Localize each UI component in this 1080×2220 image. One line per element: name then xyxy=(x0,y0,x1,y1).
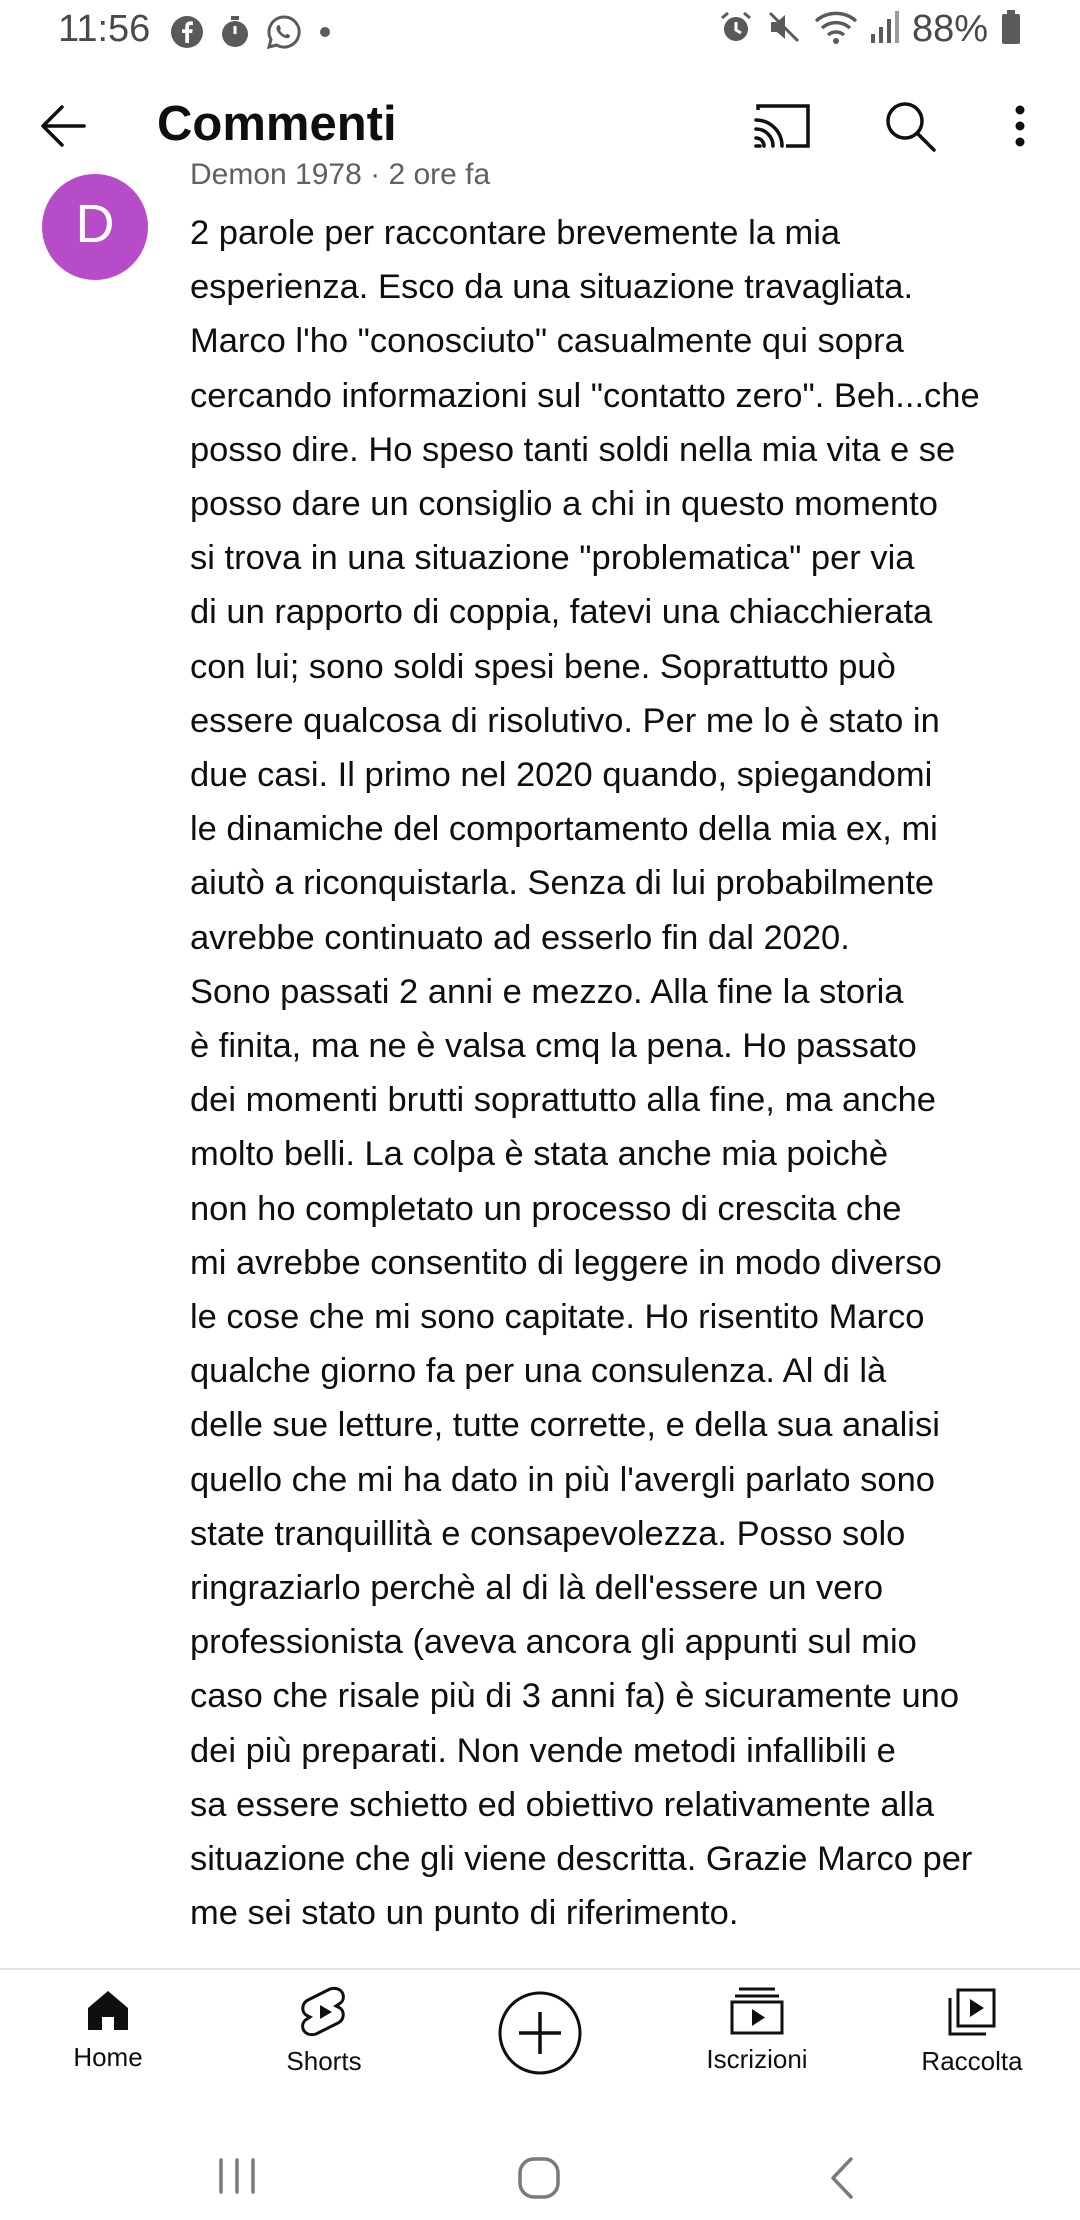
status-left-icons xyxy=(170,14,332,55)
nav-home[interactable] xyxy=(8,1986,208,2073)
subscriptions-icon xyxy=(729,1986,785,2036)
status-bar xyxy=(0,0,1080,66)
system-home-button[interactable] xyxy=(515,2156,563,2205)
recent-apps-button[interactable] xyxy=(215,2156,259,2201)
timer-icon xyxy=(220,15,250,54)
library-icon xyxy=(946,1986,998,2038)
app-header xyxy=(0,76,1080,176)
status-time: 11:56 xyxy=(58,8,151,50)
alarm-icon xyxy=(718,9,754,50)
more-options-button[interactable] xyxy=(1005,96,1035,156)
more-vertical-icon xyxy=(1005,96,1035,156)
search-button[interactable] xyxy=(880,96,940,156)
facebook-icon xyxy=(170,15,204,54)
nav-shorts[interactable] xyxy=(224,1986,424,2077)
nav-shorts-label: Shorts xyxy=(286,2046,362,2076)
whatsapp-icon xyxy=(266,14,302,55)
create-button[interactable] xyxy=(497,1990,583,2076)
mute-icon xyxy=(766,9,802,50)
recent-apps-icon xyxy=(215,2156,259,2196)
back-chevron-icon xyxy=(825,2154,859,2202)
back-button[interactable] xyxy=(36,96,112,156)
nav-library-label: Raccolta xyxy=(921,2046,1023,2076)
status-right xyxy=(718,8,1022,51)
system-navigation-bar xyxy=(0,2118,1080,2220)
comment-text: 2 parole per raccontare brevemente la mia esperienza. Esco da una situazione travagliata. Marco l'ho "conosciuto" casualmente qui sopra cercando informazioni sul "contatto zero". Beh...che posso dire. Ho speso tanti soldi nella mia vita e se posso dare un consiglio a chi in questo momento si trova in una situazione "problematica" per via di un rapporto di coppia, fatevi una chiacchierata con lui; sono soldi spesi bene. Soprattutto può essere qualcosa di risolutivo. Per me lo è stato in due casi. Il primo nel 2020 quando, spiegandomi le dinamiche del comportamento della mia ex, mi aiutò a riconquistarla. Senza di lui probabilmente avrebbe continuato ad esserlo fin dal 2020. Sono passati 2 anni e mezzo. Alla fine la storia è finita, ma ne è valsa cmq la pena. Ho passato dei momenti brutti soprattutto alla fine, ma anche molto belli. La colpa è stata anche mia poichè non ho completato un processo di crescita che mi avrebbe consentito di leggere in modo diverso le cose che mi sono capitate. Ho risentito Marco qualche giorno fa per una consulenza. Al di là delle sue letture, tutte corrette, e della sua analisi quello che mi ha dato in più l'avergli parlato sono state tranquillità e consapevolezza. Posso solo ringraziarlo perchè al di là dell'essere un vero professionista (aveva ancora gli appunti sul mio caso che risale più di 3 anni fa) è sicuramente uno dei più preparati. Non vende metodi infallibili e sa essere schietto ed obiettivo relativamente alla situazione che gli viene descritta. Grazie Marco per me sei stato un punto di riferimento. xyxy=(190,214,980,1933)
bottom-navigation xyxy=(0,1968,1080,2120)
create-icon xyxy=(497,1990,583,2076)
nav-subscriptions[interactable] xyxy=(657,1986,857,2075)
cast-button[interactable] xyxy=(750,98,814,154)
home-circle-icon xyxy=(515,2156,563,2200)
system-back-button[interactable] xyxy=(825,2154,859,2207)
comment-item xyxy=(0,158,1080,1970)
dot-icon xyxy=(318,25,332,44)
home-icon xyxy=(84,1986,132,2034)
wifi-icon xyxy=(814,9,858,50)
nav-subscriptions-label: Iscrizioni xyxy=(706,2044,808,2074)
battery-icon xyxy=(1000,9,1022,50)
search-icon xyxy=(880,96,940,156)
nav-library[interactable] xyxy=(872,1986,1072,2077)
page-title: Commenti xyxy=(157,97,397,151)
shorts-icon xyxy=(300,1986,348,2038)
cast-icon xyxy=(750,98,814,154)
battery-percent: 88% xyxy=(911,8,988,50)
signal-icon xyxy=(870,10,900,49)
avatar[interactable]: D xyxy=(42,174,148,280)
arrow-left-icon xyxy=(36,96,92,156)
comment-meta: Demon 1978 · 2 ore fa xyxy=(190,158,491,191)
nav-home-label: Home xyxy=(73,2042,143,2072)
